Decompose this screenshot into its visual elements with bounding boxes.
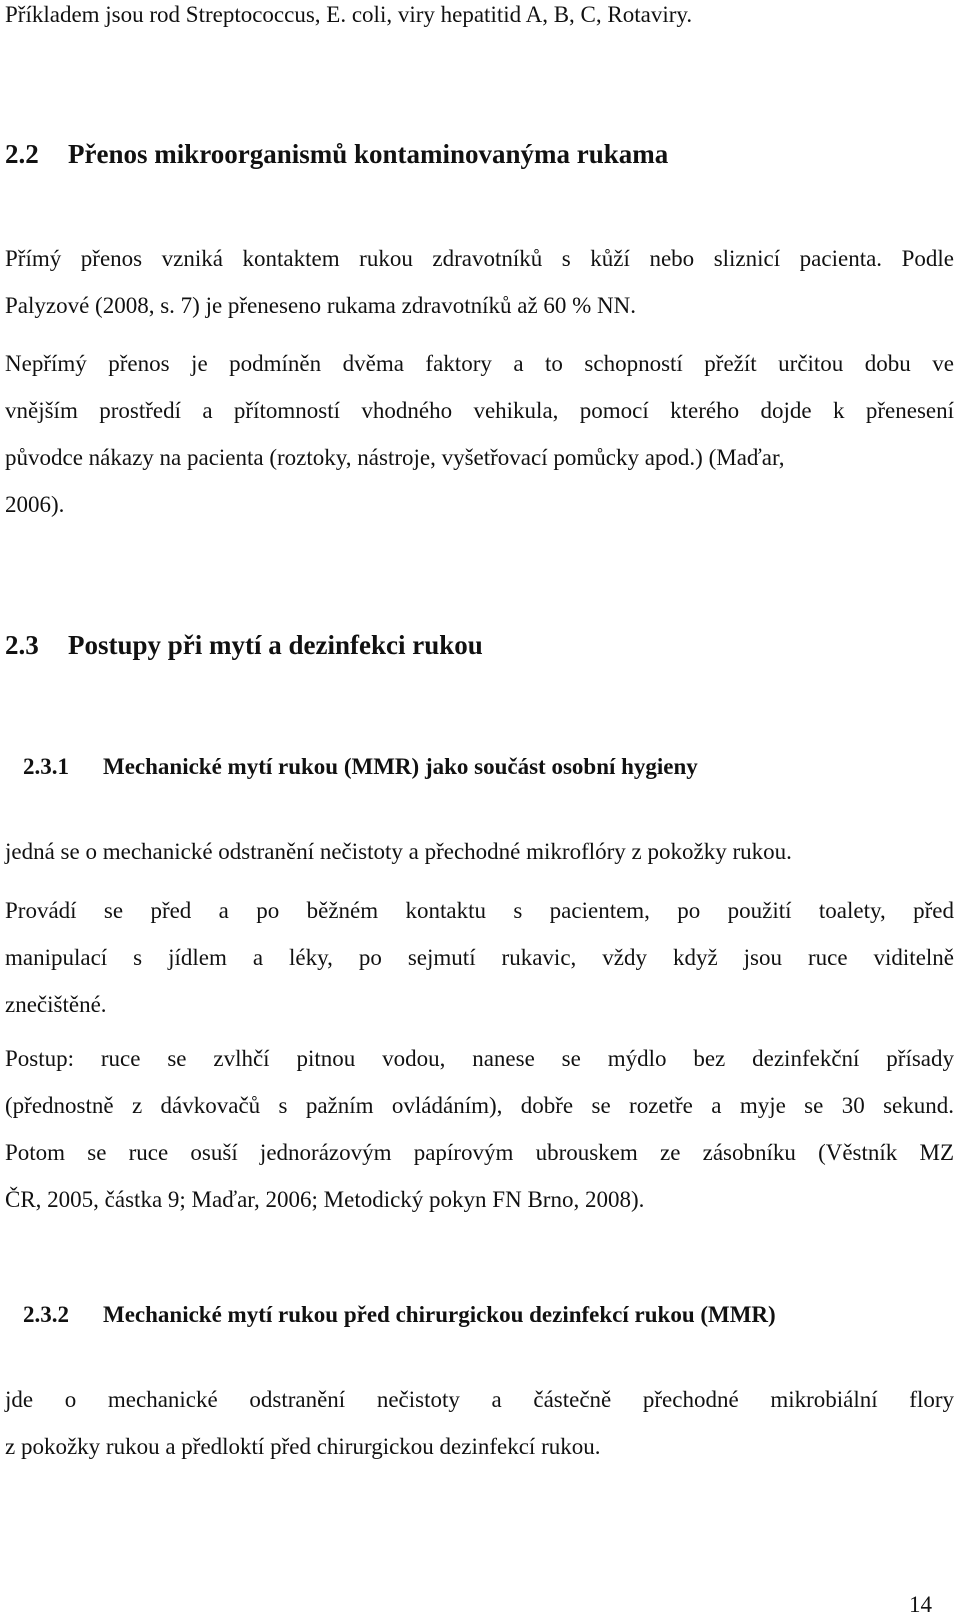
section-heading-2-3 xyxy=(5,628,483,662)
paragraph-line: ČR, 2005, částka 9; Maďar, 2006; Metodický pokyn FN Brno, 2008). xyxy=(5,1187,645,1212)
paragraph-line: znečištěné. xyxy=(5,992,107,1017)
subsection-heading-2-3-2 xyxy=(23,1300,776,1330)
subsection-number: 2.3.2 xyxy=(23,1302,69,1327)
paragraph-line: vnějším prostředí a přítomností vhodného vehikula, pomocí kterého dojde k přenesení xyxy=(5,398,954,423)
paragraph-line: Přímý přenos vzniká kontaktem rukou zdravotníků s kůží nebo sliznicí pacienta. Podle xyxy=(5,246,954,271)
subsection-title: Mechanické mytí rukou před chirurgickou dezinfekcí rukou (MMR) xyxy=(103,1302,776,1327)
paragraph-line: Příkladem jsou rod Streptococcus, E. coli, viry hepatitid A, B, C, Rotaviry. xyxy=(5,2,693,27)
paragraph-line: manipulací s jídlem a léky, po sejmutí rukavic, vždy když jsou ruce viditelně xyxy=(5,945,954,970)
paragraph-line: Nepřímý přenos je podmíněn dvěma faktory a to schopností přežít určitou dobu ve xyxy=(5,351,954,376)
paragraph-line: Potom se ruce osuší jednorázovým papírovým ubrouskem ze zásobníku (Věstník MZ xyxy=(5,1140,954,1165)
section-number: 2.2 xyxy=(5,139,39,169)
subsection-heading-2-3-1 xyxy=(23,752,698,782)
page-number: 14 xyxy=(909,1592,932,1617)
section-number: 2.3 xyxy=(5,630,39,660)
section-title: Postupy při mytí a dezinfekci rukou xyxy=(68,630,483,660)
subsection-title: Mechanické mytí rukou (MMR) jako součást osobní hygieny xyxy=(103,754,698,779)
paragraph-line: původce nákazy na pacienta (roztoky, nástroje, vyšetřovací pomůcky apod.) (Maďar, xyxy=(5,445,785,470)
paragraph-line: Palyzové (2008, s. 7) je přeneseno rukama zdravotníků až 60 % NN. xyxy=(5,293,637,318)
paragraph-line: (přednostně z dávkovačů s pažním ovládáním), dobře se rozetře a myje se 30 sekund. xyxy=(5,1093,954,1118)
paragraph-line: Postup: ruce se zvlhčí pitnou vodou, nanese se mýdlo bez dezinfekční přísady xyxy=(5,1046,954,1071)
paragraph-line: jedná se o mechanické odstranění nečistoty a přechodné mikroflóry z pokožky rukou. xyxy=(5,839,792,864)
section-title: Přenos mikroorganismů kontaminovanýma rukama xyxy=(68,139,669,169)
section-heading-2-2 xyxy=(5,137,668,171)
paragraph-line: z pokožky rukou a předloktí před chirurgickou dezinfekcí rukou. xyxy=(5,1434,601,1459)
paragraph-line: jde o mechanické odstranění nečistoty a částečně přechodné mikrobiální flory xyxy=(5,1387,954,1412)
paragraph-line: Provádí se před a po běžném kontaktu s pacientem, po použití toalety, před xyxy=(5,898,954,923)
paragraph-line: 2006). xyxy=(5,492,65,517)
subsection-number: 2.3.1 xyxy=(23,754,69,779)
